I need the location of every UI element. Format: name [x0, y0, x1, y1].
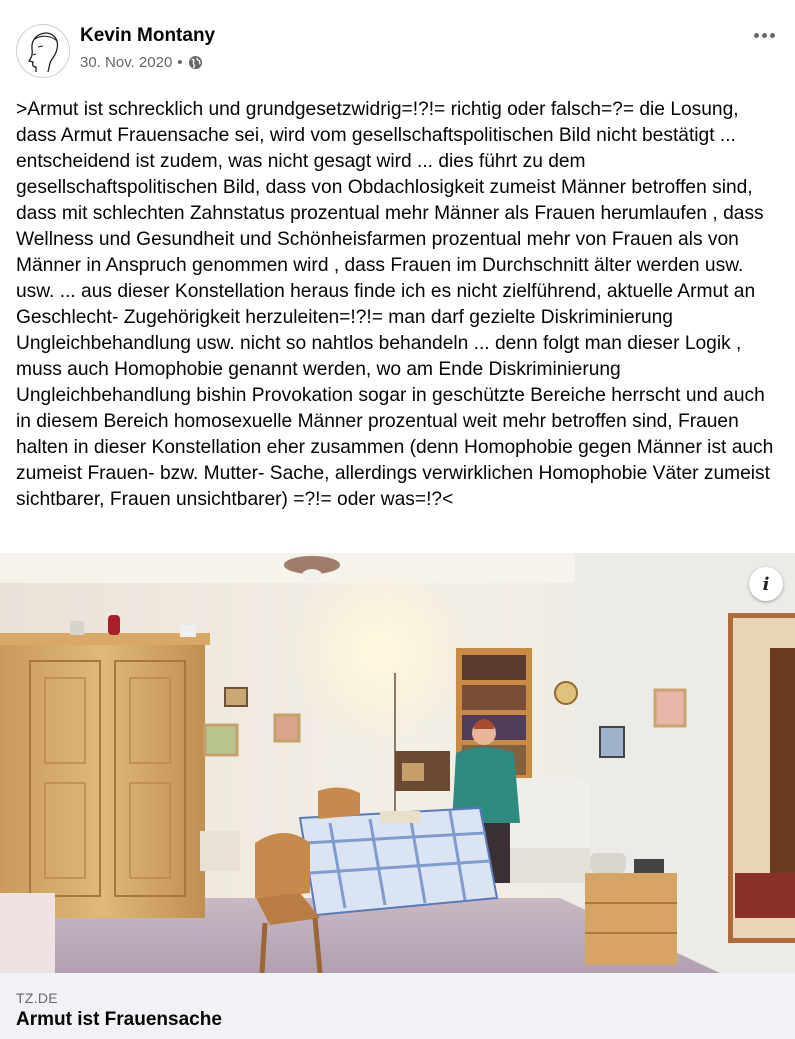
- post-meta: [80, 54, 203, 71]
- link-preview-image[interactable]: [0, 553, 795, 973]
- link-preview-footer[interactable]: [0, 973, 795, 1039]
- link-title[interactable]: Armut ist Frauensache: [16, 1009, 222, 1030]
- info-button[interactable]: i: [749, 567, 783, 601]
- link-domain: TZ.DE: [16, 990, 58, 1006]
- post-text: >Armut ist schrecklich und grundgesetzwidrig=!?!= richtig oder falsch=?= die Losung, dass Armut Frauensache sei, wird vom gesellschaftspolitischen Bild nicht bestätigt ... entscheidend ist zudem, was nicht gesagt wird ... dies führt zu dem gesellschaftspolitischen Bild, dass von Obdachlosigkeit zumeist Männer betroffen sind, dass mit schlechten Zahnstatus prozentual mehr Männer als Frauen herumlaufen , dass Wellness und Gesundheit und Schönheisfarmen prozentual mehr von Frauen als von Männer in Anspruch genommen wird , dass Frauen im Durchschnitt älter werden usw. usw. ... aus dieser Konstellation heraus finde ich es nicht zielführend, aktuelle Armut an Geschlecht- Zugehörigkeit herzuleiten=!?!= man darf gezielte Diskriminierung Ungleichbehandlung usw. nicht so nahtlos behandeln ... denn folgt man dieser Logik , muss auch Homophobie genannt werden, wo am Ende Diskriminierung Ungleichbehandlung bishin Provokation sogar in geschützte Bereiche herrscht und auch in diesem Bereich homosexuelle Männer prozentual weit mehr betroffen sind, Frauen halten in dieser Konstellation eher zusammen (denn Homophobie gegen Männer ist auch zumeist Frauen- bzw. Mutter- Sache, allerdings verwirklichen Homophobie Väter zumeist sichtbarer, Frauen unsichtbarer) =?!= oder was=!?<: [16, 99, 774, 510]
- more-options-icon[interactable]: [751, 22, 777, 48]
- author-name[interactable]: Kevin Montany: [80, 25, 216, 46]
- living-room-photo: [0, 553, 795, 973]
- sketch-face-icon: [17, 25, 69, 77]
- post-header: [0, 0, 795, 90]
- avatar[interactable]: [16, 24, 70, 78]
- globe-icon[interactable]: [188, 55, 203, 70]
- meta-separator: •: [177, 54, 183, 71]
- post-date[interactable]: 30. Nov. 2020: [80, 54, 173, 71]
